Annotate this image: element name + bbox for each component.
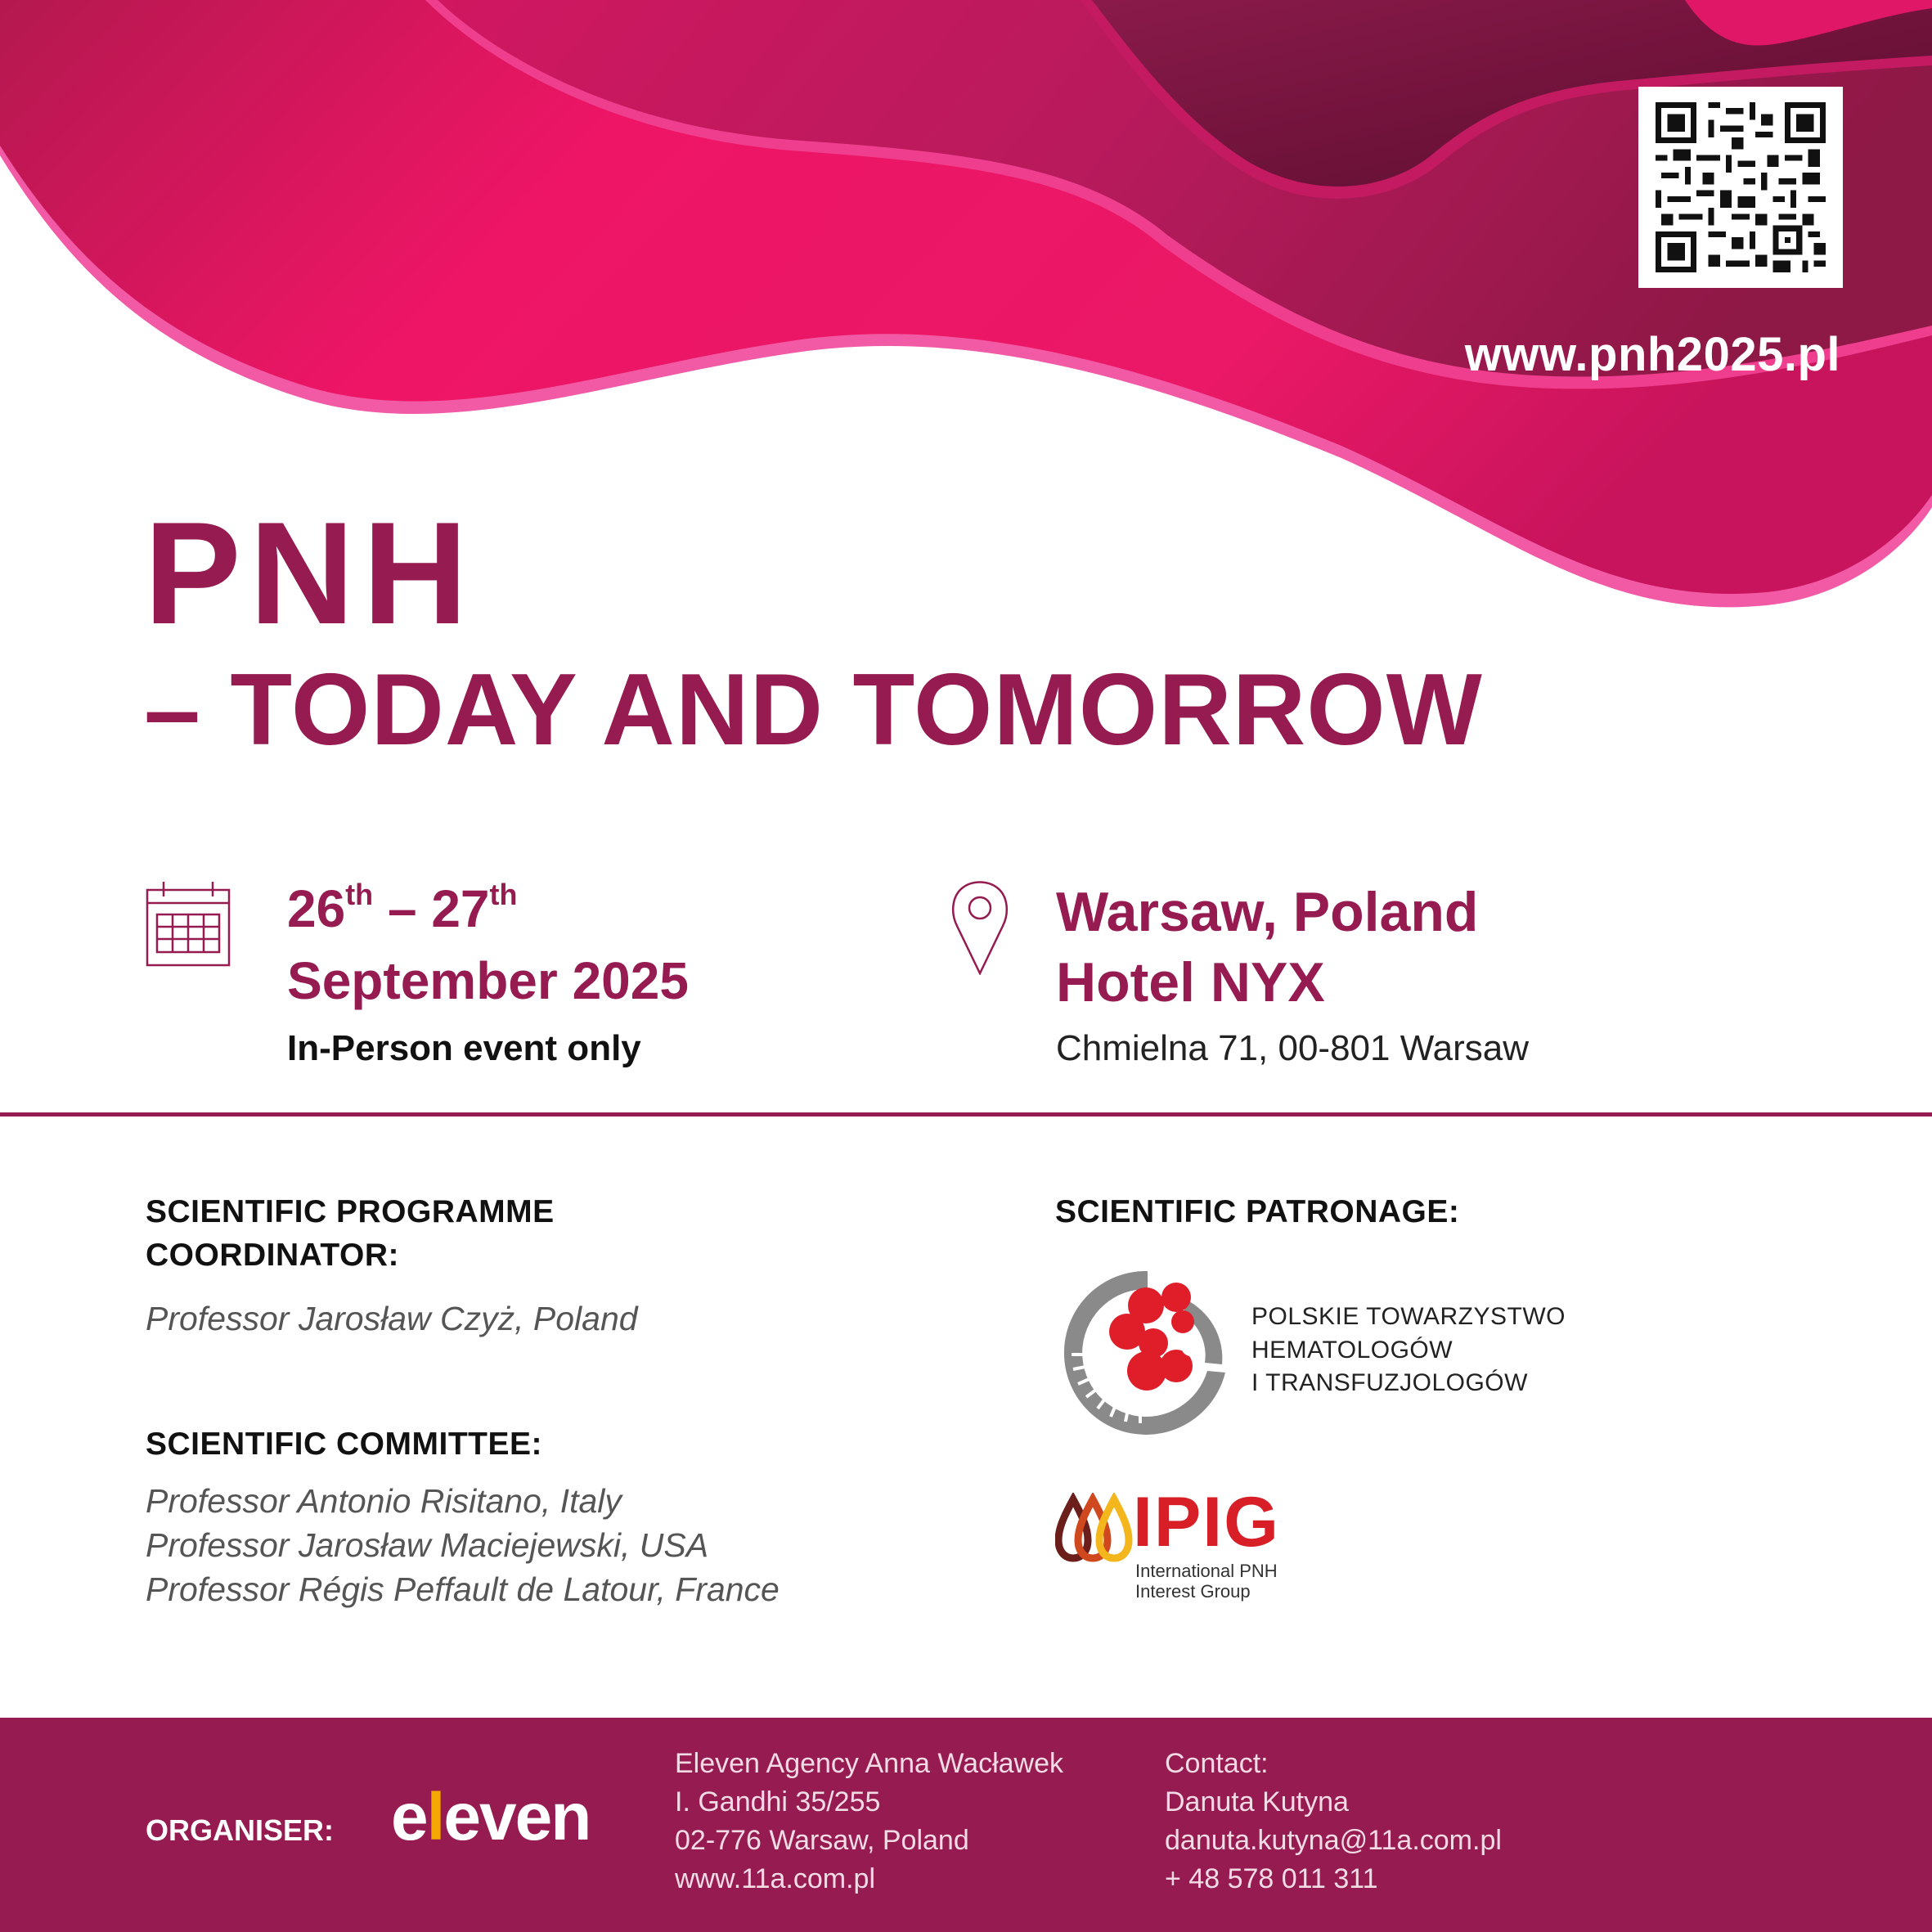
ipig-subtitle	[1135, 1561, 1278, 1602]
contact-label: Contact:	[1165, 1748, 1269, 1779]
location-venue: Hotel NYX	[1056, 951, 1325, 1013]
eleven-logo-text: even	[443, 1780, 591, 1854]
event-format-note: In-Person event only	[287, 1028, 641, 1068]
organiser-label: ORGANISER:	[146, 1813, 335, 1847]
event-subtitle: – TODAY AND TOMORROW	[144, 654, 1483, 766]
event-month-year: September 2025	[287, 951, 689, 1010]
calendar-icon	[146, 880, 231, 967]
eleven-logo-text: e	[391, 1780, 427, 1854]
organiser-street: I. Gandhi 35/255	[675, 1786, 881, 1817]
contact-person: Danuta Kutyna	[1165, 1786, 1349, 1817]
date-separator: –	[373, 879, 432, 938]
day-end: 27	[431, 879, 490, 938]
committee-member: Professor Régis Peffault de Latour, France	[146, 1570, 780, 1609]
location-city: Warsaw, Poland	[1056, 881, 1479, 943]
qr-code-pattern	[1656, 102, 1826, 272]
patronage-label: SCIENTIFIC PATRONAGE:	[1055, 1194, 1460, 1229]
ptht-logo	[1062, 1266, 1233, 1440]
organiser-name: Eleven Agency Anna Wacławek	[675, 1748, 1064, 1779]
website-url[interactable]: www.pnh2025.pl	[1464, 328, 1840, 381]
ptht-line: I TRANSFUZJOLOGÓW	[1251, 1369, 1528, 1396]
ptht-line: POLSKIE TOWARZYSTWO	[1251, 1303, 1566, 1330]
event-dates	[287, 880, 518, 937]
qr-code[interactable]	[1638, 87, 1843, 288]
contact-email[interactable]: danuta.kutyna@11a.com.pl	[1165, 1824, 1502, 1856]
section-divider	[0, 1112, 1932, 1117]
committee-member: Professor Antonio Risitano, Italy	[146, 1482, 622, 1520]
committee-label: SCIENTIFIC COMMITTEE:	[146, 1427, 542, 1462]
coordinator-name: Professor Jarosław Czyż, Poland	[146, 1300, 638, 1337]
ipig-sub-line: Interest Group	[1135, 1581, 1251, 1602]
day-end-suffix: th	[489, 878, 518, 911]
coordinator-label: SCIENTIFIC PROGRAMME COORDINATOR:	[146, 1194, 555, 1273]
eleven-logo-accent: l	[426, 1780, 444, 1854]
event-title: PNH	[144, 492, 476, 654]
ipig-logo	[1055, 1493, 1137, 1563]
organiser-website[interactable]: www.11a.com.pl	[675, 1862, 876, 1894]
location-pin-icon	[950, 880, 1009, 975]
day-start: 26	[287, 879, 346, 938]
eleven-logo	[391, 1779, 590, 1856]
day-start-suffix: th	[345, 878, 374, 911]
contact-phone[interactable]: + 48 578 011 311	[1165, 1862, 1378, 1894]
committee-member: Professor Jarosław Maciejewski, USA	[146, 1526, 709, 1565]
committee-list	[146, 1479, 780, 1611]
ptht-line: HEMATOLOGÓW	[1251, 1336, 1453, 1364]
organiser-details	[675, 1745, 1063, 1898]
contact-details	[1165, 1745, 1502, 1898]
ptht-name	[1251, 1301, 1566, 1400]
ipig-sub-line: International PNH	[1135, 1561, 1278, 1581]
ipig-name: IPIG	[1133, 1483, 1281, 1561]
organiser-city: 02-776 Warsaw, Poland	[675, 1824, 969, 1856]
location-address: Chmielna 71, 00-801 Warsaw	[1056, 1028, 1529, 1068]
